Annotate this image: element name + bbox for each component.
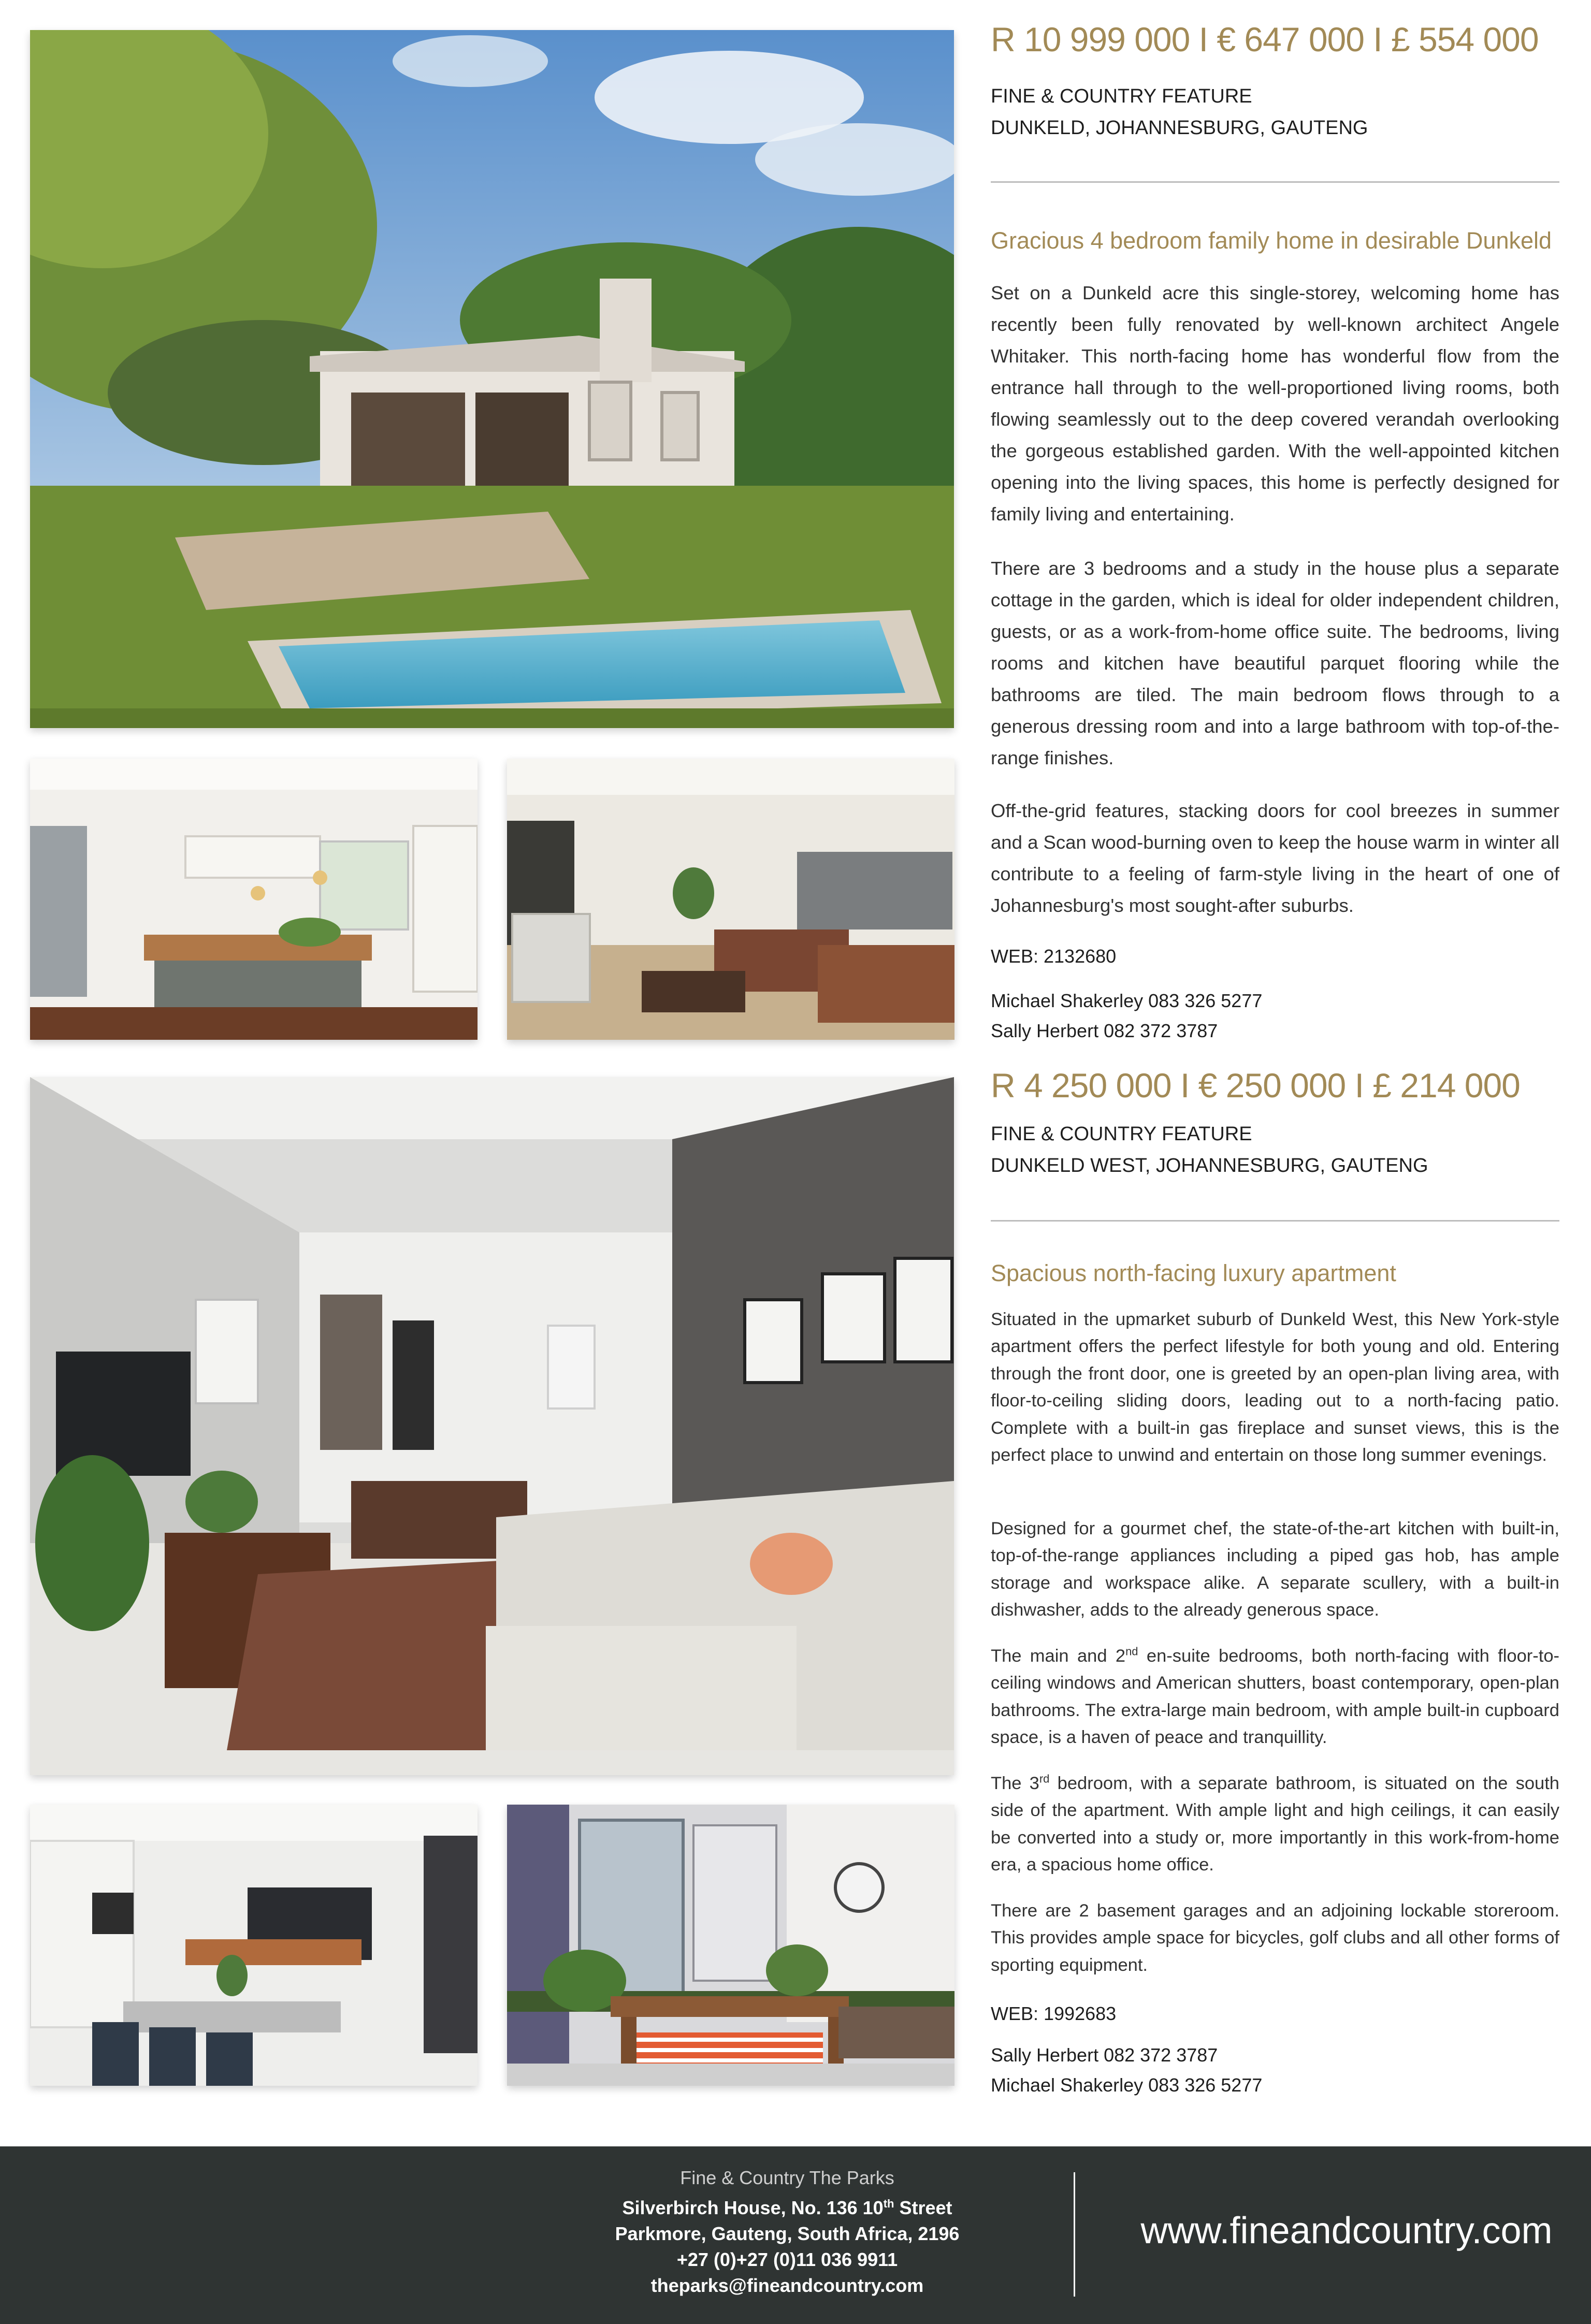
listing-2-headline: Spacious north-facing luxury apartment <box>991 1260 1396 1286</box>
listing-1-paragraph-2: There are 3 bedrooms and a study in the house plus a separate cottage in the garden, which is ideal for older independent children, guests, or as a work-from-home office suite. The bedrooms, living rooms and kitchen have beautiful parquet flooring while the bathrooms are tiled. The main bedroom flows through to a generous dressing room and into a large bathroom with top-of-the-range finishes. <box>991 558 1559 768</box>
footer-address-line-1: Silverbirch House, No. 136 10th Street <box>622 2197 952 2218</box>
listing-1-headline: Gracious 4 bedroom family home in desirable Dunkeld <box>991 227 1552 254</box>
listing-1-web-ref: WEB: 2132680 <box>991 946 1117 967</box>
listing-2-paragraph-1: Situated in the upmarket suburb of Dunkeld West, this New York-style apartment offers the perfect lifestyle for both young and old. Entering through the front door, one is greeted by an open-plan living area, with floor-to-ceiling sliding doors, leading out to a north-facing patio. Complete with a built-in gas fireplace and sunset views, this is the perfect place to unwind and entertain on those long summer evenings. <box>991 1310 1559 1465</box>
listing-1-feature-label: FINE & COUNTRY FEATURE <box>991 85 1252 107</box>
listing-2-paragraph-3: The main and 2nd en-suite bedrooms, both north-facing with floor-to-ceiling windows and American shutters, boast contemporary, open-plan bathrooms. The extra-large main bedroom, with ample built-in cupboard space, is a haven of peace and tranquillity. <box>991 1645 1559 1748</box>
listing-2-agent-2: Michael Shakerley 083 326 5277 <box>991 2074 1263 2096</box>
listing-2-divider <box>991 1220 1559 1222</box>
listing-1-paragraph-3: Off-the-grid features, stacking doors for cool breezes in summer and a Scan wood-burning oven to keep the house warm in winter all contribute to a feeling of farm-style living in the heart of one of Johannesburg's most sought-after suburbs. <box>991 800 1559 916</box>
listing-2-web-ref: WEB: 1992683 <box>991 2003 1117 2024</box>
footer-address-line-2: Parkmore, Gauteng, South Africa, 2196 <box>615 2223 960 2244</box>
balcony-photo <box>507 1805 954 2086</box>
listing-1-agent-2: Sally Herbert 082 372 3787 <box>991 1020 1218 1041</box>
listing-2-paragraph-5: There are 2 basement garages and an adjoining lockable storeroom. This provides ample space for bicycles, golf clubs and all other forms of sporting equipment. <box>991 1901 1559 1975</box>
apartment-dining-photo <box>30 1805 478 2086</box>
apartment-living-photo <box>30 1077 954 1775</box>
footer-office-name: Fine & Country The Parks <box>680 2167 894 2188</box>
house-exterior-photo <box>30 30 954 728</box>
listing-1-agent-1: Michael Shakerley 083 326 5277 <box>991 990 1263 1011</box>
listing-1-divider <box>991 181 1559 183</box>
footer-phone: +27 (0)+27 (0)11 036 9911 <box>676 2249 898 2270</box>
footer <box>0 2146 1591 2324</box>
kitchen-photo <box>30 759 478 1040</box>
footer-divider <box>1074 2172 1075 2297</box>
listing-1-price: R 10 999 000 I € 647 000 I £ 554 000 <box>991 20 1539 59</box>
listing-2-price: R 4 250 000 I € 250 000 I £ 214 000 <box>991 1066 1520 1105</box>
footer-website-link[interactable]: www.fineandcountry.com <box>1140 2210 1553 2252</box>
listing-2-location: DUNKELD WEST, JOHANNESBURG, GAUTENG <box>991 1154 1428 1176</box>
living-room-photo <box>507 759 954 1040</box>
listing-2-feature-label: FINE & COUNTRY FEATURE <box>991 1123 1252 1145</box>
listing-1-paragraph-1: Set on a Dunkeld acre this single-storey, welcoming home has recently been fully renovated by well-known architect Angele Whitaker. This north-facing home has wonderful flow from the entrance hall through to the well-proportioned living rooms, both flowing seamlessly out to the deep covered verandah overlooking the gorgeous established garden. With the well-appointed kitchen opening into the living spaces, this home is perfectly designed for family living and entertaining. <box>991 282 1559 525</box>
listing-2-paragraph-4: The 3rd bedroom, with a separate bathroom, is situated on the south side of the apartment. With ample light and high ceilings, it can easily be converted into a study or, more importantly in this work-from-home era, a spacious home office. <box>991 1772 1559 1875</box>
listing-2-paragraph-2: Designed for a gourmet chef, the state-of-the-art kitchen with built-in, top-of-the-range appliances including a piped gas hob, has ample storage and workspace alike. A separate scullery, with a built-in dishwasher, adds to the already generous space. <box>991 1519 1559 1620</box>
footer-email[interactable]: theparks@fineandcountry.com <box>650 2275 924 2296</box>
listing-2-agent-1: Sally Herbert 082 372 3787 <box>991 2044 1218 2066</box>
listing-1-location: DUNKELD, JOHANNESBURG, GAUTENG <box>991 117 1368 139</box>
